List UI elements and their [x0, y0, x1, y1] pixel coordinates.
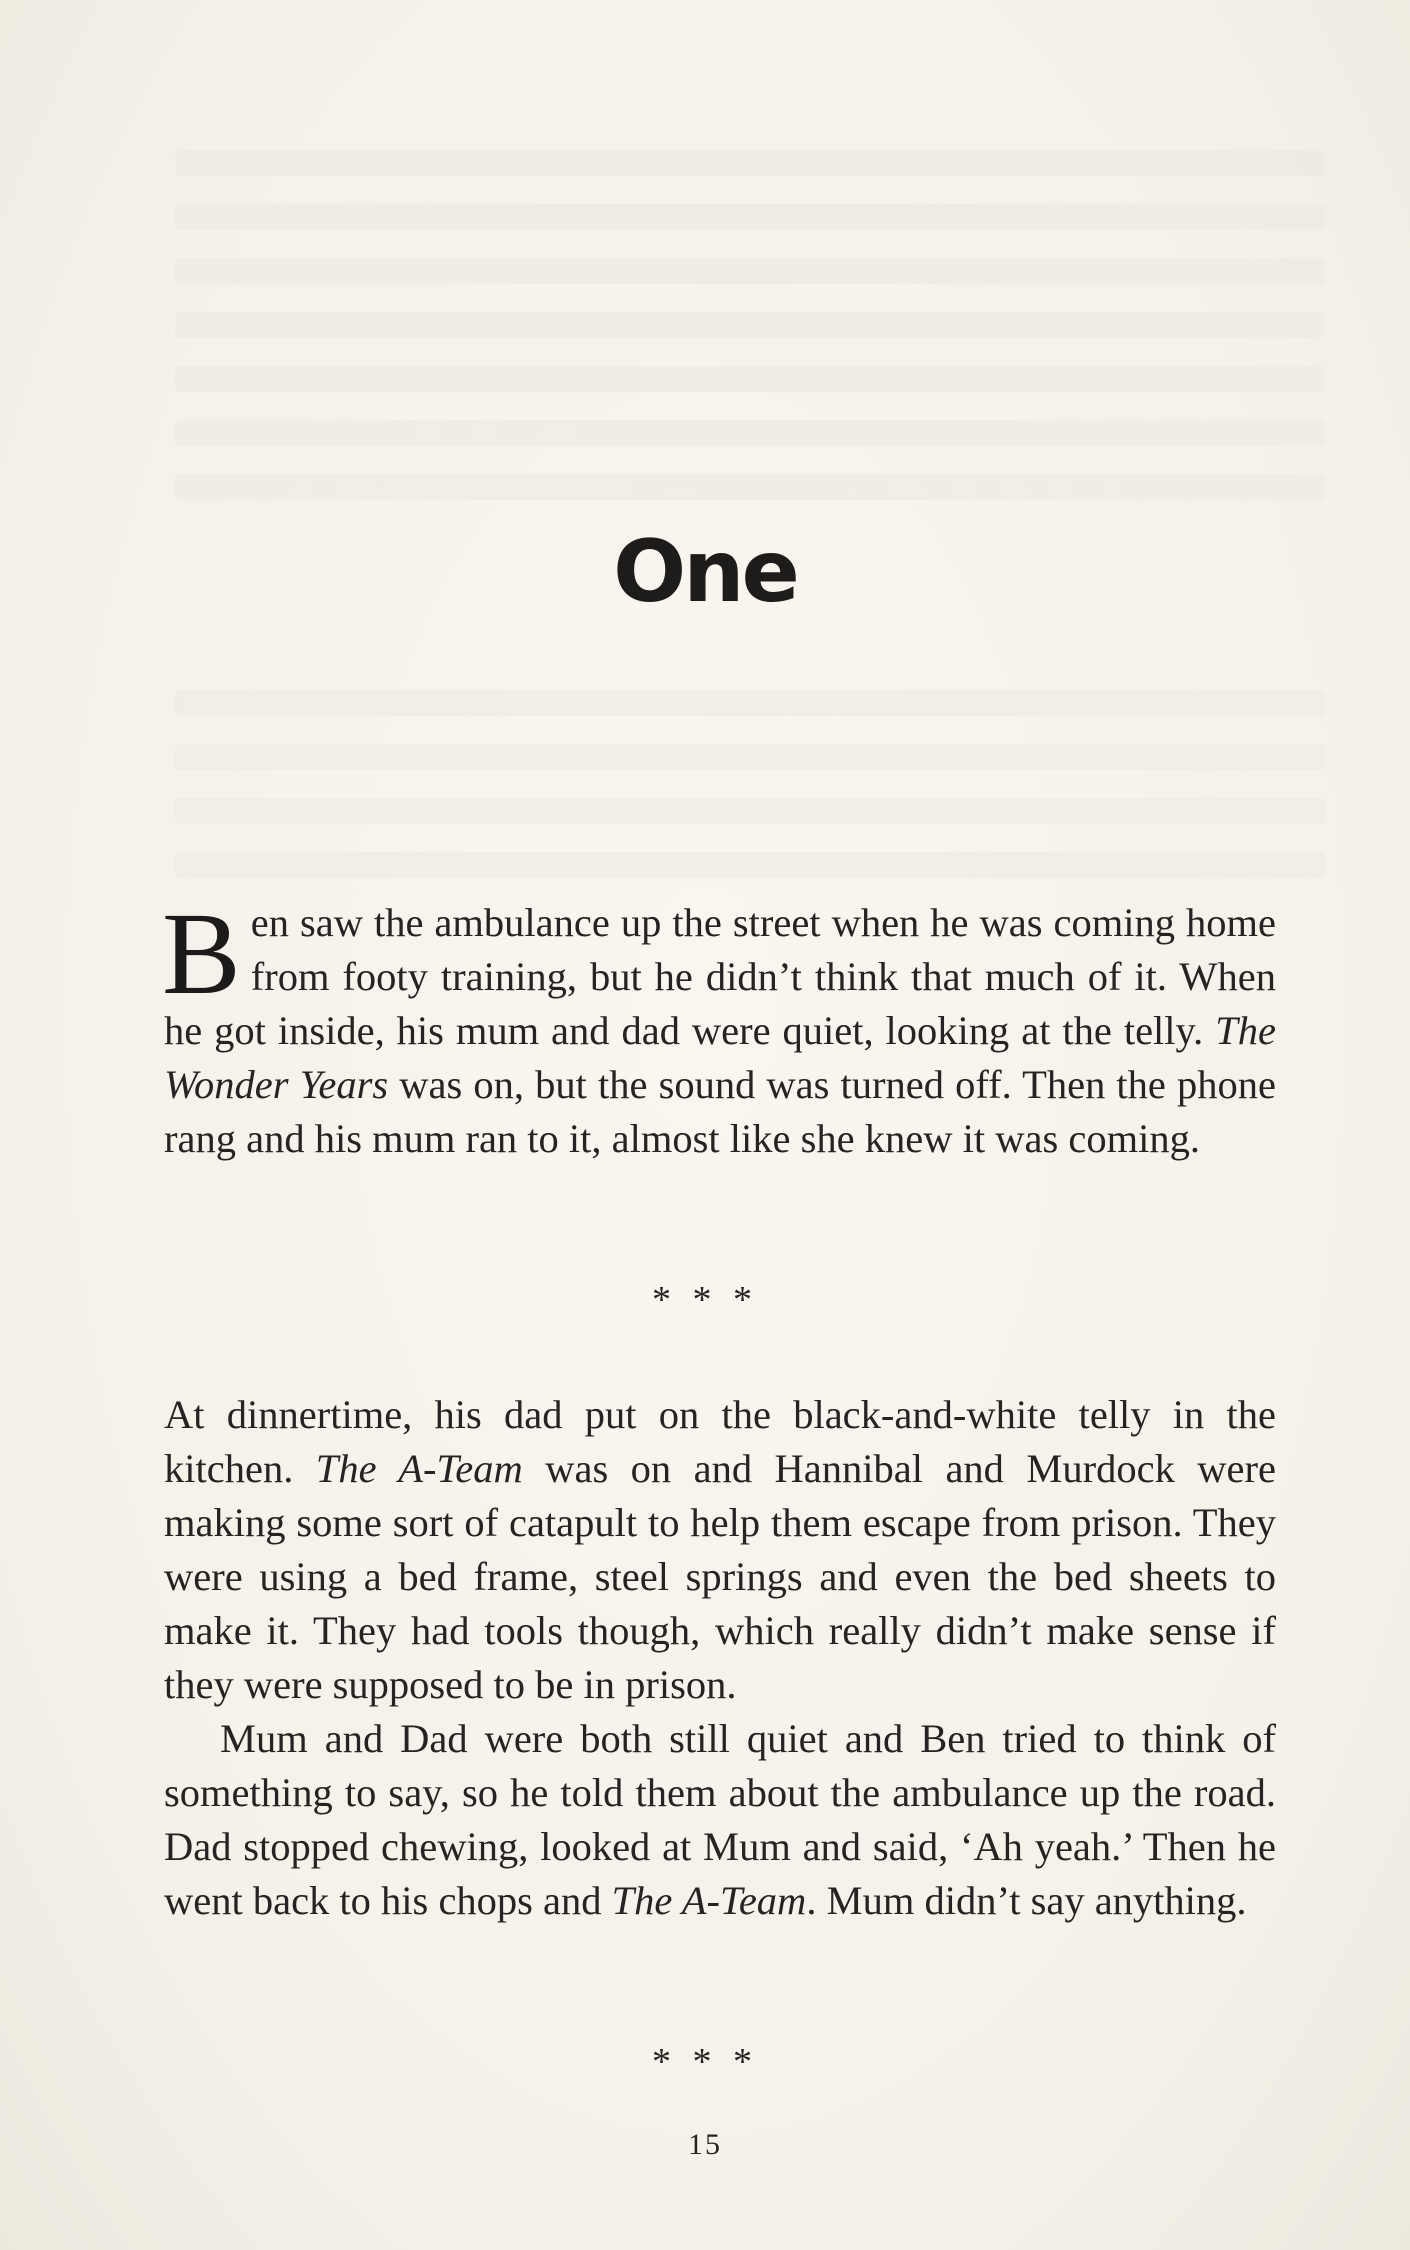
- show-through-line: [175, 258, 1325, 284]
- quiet-text-end: . Mum didn’t say anything.: [806, 1878, 1247, 1923]
- scene-break: * * *: [652, 1279, 758, 1321]
- show-through-line: [175, 690, 1325, 716]
- scene-break-2: * * *: [652, 2041, 758, 2083]
- dinner-text: At dinnertime, his dad put on the black-and-white telly in the kitchen.: [164, 1392, 1276, 1491]
- opening-section: [162, 888, 1277, 1166]
- show-through-line: [175, 204, 1325, 230]
- show-through-line: [175, 366, 1325, 392]
- dinner-paragraph: [164, 1388, 1276, 1712]
- dinner-section: [164, 1388, 1276, 1928]
- quiet-text: Mum and Dad were both still quiet and Ben tried to think of something to say, so he told them about the ambulance up the road. Dad stopped chewing, looked at Mum and said, ‘Ah yeah.’ Then he went back to his chops and: [164, 1716, 1276, 1923]
- opening-text: en saw the ambulance up the street when he was coming home from footy training, but he didn’t think that much of it. When he got inside, his mum and dad were quiet, looking at the telly.: [164, 900, 1276, 1053]
- opening-paragraph: [162, 888, 1277, 1166]
- show-through-line: [175, 852, 1325, 878]
- show-title-wonder-years: The Wonder Years: [164, 1008, 1277, 1107]
- page-number: 15: [688, 2128, 722, 2161]
- show-title-a-team: The A-Team: [315, 1446, 523, 1491]
- show-through-line: [175, 798, 1325, 824]
- chapter-title: One: [613, 522, 797, 622]
- show-title-a-team-2: The A-Team: [611, 1878, 807, 1923]
- opening-text-end: was on, but the sound was turned off. Then the phone rang and his mum ran to it, almost like she knew it was coming.: [164, 1062, 1276, 1161]
- show-through-line: [175, 150, 1325, 176]
- show-through-line: [175, 744, 1325, 770]
- quiet-paragraph: [164, 1712, 1276, 1928]
- show-through-line: [175, 474, 1325, 500]
- dinner-text-end: was on and Hannibal and Murdock were making some sort of catapult to help them escape from prison. They were using a bed frame, steel springs and even the bed sheets to make it. They had tools though, which really didn’t make sense if they were supposed to be in prison.: [164, 1446, 1276, 1707]
- show-through-line: [175, 312, 1325, 338]
- show-through-line: [175, 420, 1325, 446]
- drop-cap: B: [162, 888, 241, 1019]
